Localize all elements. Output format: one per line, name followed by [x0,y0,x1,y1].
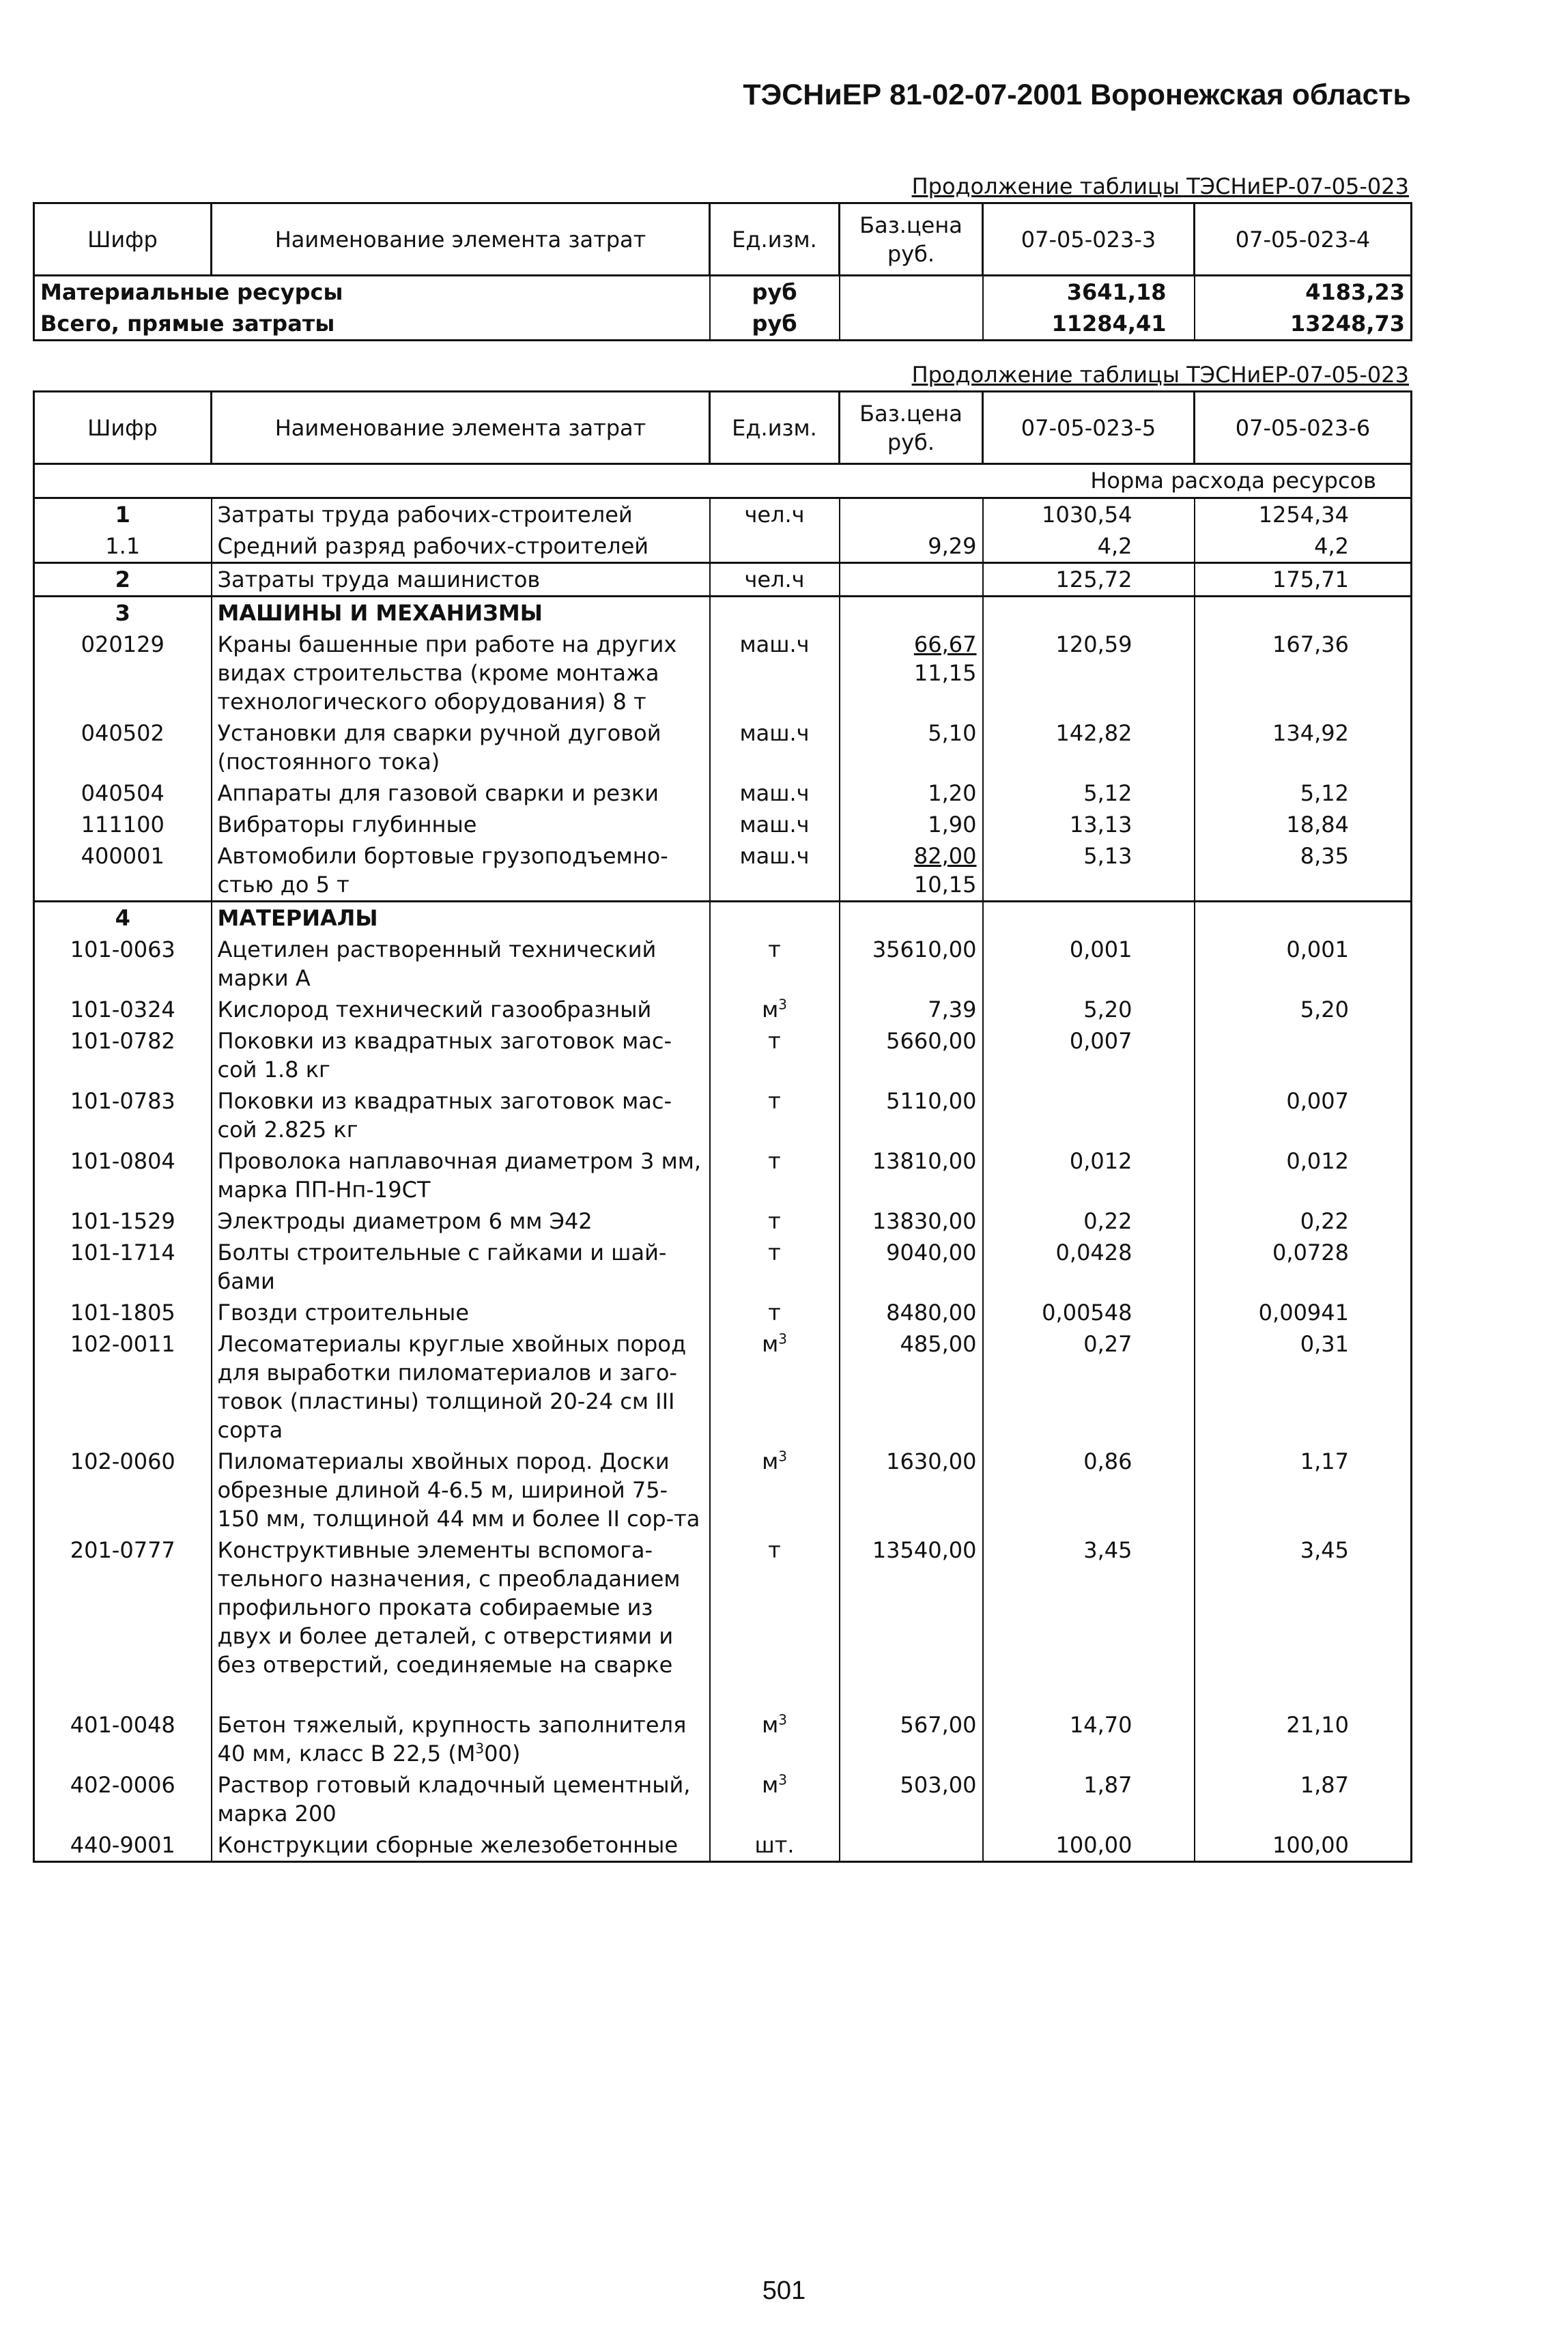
row-value-b: 167,36 [1195,629,1412,717]
unit-exponent: 3 [778,1448,787,1465]
row-unit: шт. [710,1829,840,1862]
table-row [34,563,1412,597]
table-row [34,530,1412,563]
table1-continuation-label: Продолжение таблицы ТЭСНиЕР-07-05-023 [911,173,1409,199]
row-code: 400001 [81,843,165,869]
row-name: Лесоматериалы круглые хвойных пород для выработки пиломатериалов и заго-товок (пластины) толщиной 20-24 см III сорта [212,1328,710,1446]
row-price [840,563,983,597]
col-header-variant-a: 07-05-023-3 [983,203,1195,276]
row-price: 567,00 [840,1709,983,1769]
row-name: Электроды диаметром 6 мм Э42 [212,1205,710,1237]
row-code: 101-0782 [70,1028,175,1054]
row-code: 3 [34,597,212,629]
row-value-b: 1,17 [1195,1446,1412,1534]
row-value-a [983,902,1195,934]
row-unit: чел.ч [710,498,840,531]
row-price: 7,39 [840,994,983,1025]
row-name: Ацетилен растворенный технический марки А [212,934,710,994]
row-price: 13830,00 [840,1205,983,1237]
row-value-a: 120,59 [983,629,1195,717]
row-name: Средний разряд рабочих-строителей [212,530,710,563]
row-unit: руб [710,276,840,309]
row-unit: маш.ч [710,629,840,717]
row-value-b: 100,00 [1195,1829,1412,1862]
row-value-b: 175,71 [1195,563,1412,597]
row-value-a: 5,20 [983,994,1195,1025]
row-unit [710,994,840,1025]
row-value-a: 125,72 [983,563,1195,597]
col-header-name: Наименование элемента затрат [212,392,710,464]
row-value-b: 5,20 [1195,994,1412,1025]
row-unit: маш.ч [710,809,840,840]
row-code: 401-0048 [70,1712,175,1738]
row-code: 040504 [81,780,165,806]
row-unit: т [710,1145,840,1205]
col-header-variant-b: 07-05-023-4 [1195,203,1412,276]
row-price [840,840,983,902]
row-value-a: 100,00 [983,1829,1195,1862]
row-unit: т [710,1237,840,1297]
row-value-b: 21,10 [1195,1709,1412,1769]
table-row [34,934,1412,994]
page-number: 501 [762,2276,806,2305]
row-value-b: 4183,23 [1195,276,1412,309]
row-code: 101-0324 [70,997,175,1023]
row-code: 101-0063 [70,936,175,962]
table-row [34,840,1412,902]
row-value-a: 1030,54 [983,498,1195,531]
row-unit [710,1709,840,1769]
col-header-unit: Ед.изм. [710,392,840,464]
price-value: 82,00 [913,843,977,869]
row-value-a [983,597,1195,629]
row-value-a: 0,001 [983,934,1195,994]
col-header-name: Наименование элемента затрат [212,203,710,276]
unit-exponent: 3 [778,996,787,1013]
table-row [34,1709,1412,1769]
unit-base: м [762,1772,779,1798]
row-price: 1,90 [840,809,983,840]
row-name: Конструкции сборные железобетонные [212,1829,710,1862]
row-code: 111100 [81,812,165,838]
row-name: Бетон тяжелый, крупность заполнителя 40 мм, класс В 22,5 $(М^300)$ [212,1709,710,1769]
table-row [34,597,1412,629]
table-row [34,276,1412,309]
row-code: 020129 [81,631,165,657]
row-value-a: 0,00548 [983,1297,1195,1328]
row-unit: маш.ч [710,717,840,777]
row-price: 8480,00 [840,1297,983,1328]
row-unit: т [710,1085,840,1145]
col-header-variant-a: 07-05-023-5 [983,392,1195,464]
row-value-a: 1,87 [983,1769,1195,1829]
row-unit: т [710,1025,840,1085]
row-value-b: 4,2 [1195,530,1412,563]
table-row [34,717,1412,777]
row-price: 35610,00 [840,934,983,994]
row-unit [710,902,840,934]
row-value-a: 5,12 [983,777,1195,809]
row-code: 040502 [81,720,165,746]
col-header-unit: Ед.изм. [710,203,840,276]
table2-continuation-label: Продолжение таблицы ТЭСНиЕР-07-05-023 [911,362,1409,388]
unit-base: м [762,1448,779,1474]
row-value-b [1195,597,1412,629]
row-price: 9,29 [840,530,983,563]
row-code: 101-1805 [70,1300,175,1326]
row-unit: руб [710,308,840,341]
row-code: 101-0783 [70,1088,175,1114]
row-value-b: 0,31 [1195,1328,1412,1446]
row-price: 485,00 [840,1328,983,1446]
row-name: Болты строительные с гайками и шай-бами [212,1237,710,1297]
row-price: 5660,00 [840,1025,983,1085]
row-value-a: 4,2 [983,530,1195,563]
row-unit: т [710,1205,840,1237]
row-unit: маш.ч [710,840,840,902]
row-value-b: 18,84 [1195,809,1412,840]
table-row [34,1534,1412,1709]
row-name: Автомобили бортовые грузоподъемно-стью до 5 т [212,840,710,902]
row-value-b: 134,92 [1195,717,1412,777]
row-code: 101-0804 [70,1148,175,1174]
row-name: Затраты труда машинистов [212,563,710,597]
row-value-b: 5,12 [1195,777,1412,809]
row-name: Всего, прямые затраты [40,311,335,337]
row-value-b: 3,45 [1195,1534,1412,1709]
row-price [840,1829,983,1862]
row-unit [710,597,840,629]
row-name: Аппараты для газовой сварки и резки [212,777,710,809]
table-row [34,308,1412,341]
document-title: ТЭСНиЕР 81-02-07-2001 Воронежская область [743,78,1411,111]
col-header-code: Шифр [34,392,212,464]
row-code: 2 [34,563,212,597]
table-row [34,1085,1412,1145]
row-name: Краны башенные при работе на других видах строительства (кроме монтажа технологического оборудования) 8 т [212,629,710,717]
row-price [840,902,983,934]
row-price: 5,10 [840,717,983,777]
unit-exponent: 3 [778,1711,787,1728]
row-price: 503,00 [840,1769,983,1829]
row-code: 440-9001 [70,1832,175,1858]
row-value-b: 0,0728 [1195,1237,1412,1297]
row-value-a: 0,0428 [983,1237,1195,1297]
row-value-b: 0,001 [1195,934,1412,994]
unit-base: м [762,997,779,1023]
table-row [34,809,1412,840]
cost-table-1 [33,202,1412,341]
row-value-b: 13248,73 [1195,308,1412,341]
table-row [34,1446,1412,1534]
row-value-a: 3,45 [983,1534,1195,1709]
row-value-a: 0,22 [983,1205,1195,1237]
row-name: Пиломатериалы хвойных пород. Доски обрезные длиной 4-6.5 м, шириной 75-150 мм, толщиной 44 мм и более II сор-та [212,1446,710,1534]
row-value-b: 0,22 [1195,1205,1412,1237]
row-unit: маш.ч [710,777,840,809]
col-header-price: Баз.цена руб. [840,203,983,276]
price-value: 66,67 [913,631,977,657]
row-code: 101-1714 [70,1240,175,1265]
table-row [34,1769,1412,1829]
row-value-a: 13,13 [983,809,1195,840]
row-price: 13810,00 [840,1145,983,1205]
row-name: Раствор готовый кладочный цементный, марка 200 [212,1769,710,1829]
row-value-b: 8,35 [1195,840,1412,902]
table-row [34,777,1412,809]
col-header-variant-b: 07-05-023-6 [1195,392,1412,464]
row-value-b: 0,00941 [1195,1297,1412,1328]
row-value-b: 0,007 [1195,1085,1412,1145]
price-secondary-value: 10,15 [913,872,977,898]
row-code: 1 [34,498,212,531]
col-header-code: Шифр [34,203,212,276]
row-name: Затраты труда рабочих-строителей [212,498,710,531]
row-value-a: 0,27 [983,1328,1195,1446]
row-unit [710,1446,840,1534]
row-unit: т [710,1297,840,1328]
row-value-b [1195,1025,1412,1085]
table-row [34,629,1412,717]
row-value-a: 0,007 [983,1025,1195,1085]
row-price: 13540,00 [840,1534,983,1709]
row-name: Проволока наплавочная диаметром 3 мм, марка ПП-Нп-19СТ [212,1145,710,1205]
row-name: МАШИНЫ И МЕХАНИЗМЫ [212,597,710,629]
table-row [34,498,1412,531]
row-price [840,276,983,309]
table-row [34,1297,1412,1328]
row-price: 1630,00 [840,1446,983,1534]
row-value-a: 3641,18 [983,276,1195,309]
unit-base: м [762,1712,779,1738]
table-row [34,994,1412,1025]
table-row [34,902,1412,934]
row-unit: т [710,1534,840,1709]
row-unit [710,1769,840,1829]
unit-base: м [762,1331,779,1357]
row-unit [710,1328,840,1446]
row-value-a: 142,82 [983,717,1195,777]
unit-exponent: 3 [778,1330,787,1347]
row-name: Материальные ресурсы [34,276,710,309]
table-row [34,1237,1412,1297]
table-row [34,1829,1412,1862]
row-value-a: 14,70 [983,1709,1195,1769]
row-name: МАТЕРИАЛЫ [212,902,710,934]
row-unit: чел.ч [710,563,840,597]
row-value-a: 0,012 [983,1145,1195,1205]
row-name: Гвозди строительные [212,1297,710,1328]
row-code: 101-1529 [70,1208,175,1234]
table-row [34,1205,1412,1237]
row-value-a: 5,13 [983,840,1195,902]
row-code: 4 [34,902,212,934]
row-code: 402-0006 [70,1772,175,1798]
row-name: Поковки из квадратных заготовок мас-сой 2.825 кг [212,1085,710,1145]
row-unit: т [710,934,840,994]
row-price: 1,20 [840,777,983,809]
table-row [34,1328,1412,1446]
row-code: 102-0060 [70,1448,175,1474]
unit-exponent: 3 [778,1771,787,1788]
row-price [840,629,983,717]
row-value-b [1195,902,1412,934]
price-secondary-value: 11,15 [913,660,977,686]
row-price: 9040,00 [840,1237,983,1297]
cost-table-2 [33,390,1412,1863]
row-code: 102-0011 [70,1331,175,1357]
row-name: Вибраторы глубинные [212,809,710,840]
row-name: Конструктивные элементы вспомога-тельного назначения, с преобладанием профильного проката собираемые из двух и более деталей, с отверстиями и без отверстий, соединяемые на сварке [212,1534,710,1709]
superscript: 3 [475,1740,485,1757]
row-price [840,597,983,629]
row-value-b: 1,87 [1195,1769,1412,1829]
row-value-a [983,1085,1195,1145]
row-value-b: 1254,34 [1195,498,1412,531]
row-value-b: 0,012 [1195,1145,1412,1205]
row-code: 1.1 [105,533,141,559]
table-row [34,1145,1412,1205]
row-name: Поковки из квадратных заготовок мас-сой 1.8 кг [212,1025,710,1085]
row-price [840,308,983,341]
row-price: 5110,00 [840,1085,983,1145]
col-header-price: Баз.цена руб. [840,392,983,464]
row-code: 201-0777 [70,1537,175,1563]
row-price [840,498,983,531]
row-value-a: 0,86 [983,1446,1195,1534]
row-unit [710,530,840,563]
table-row [34,1025,1412,1085]
row-name: Установки для сварки ручной дуговой (постоянного тока) [212,717,710,777]
norm-label: Норма расхода ресурсов [34,464,1412,498]
row-value-a: 11284,41 [983,308,1195,341]
row-name: Кислород технический газообразный [212,994,710,1025]
